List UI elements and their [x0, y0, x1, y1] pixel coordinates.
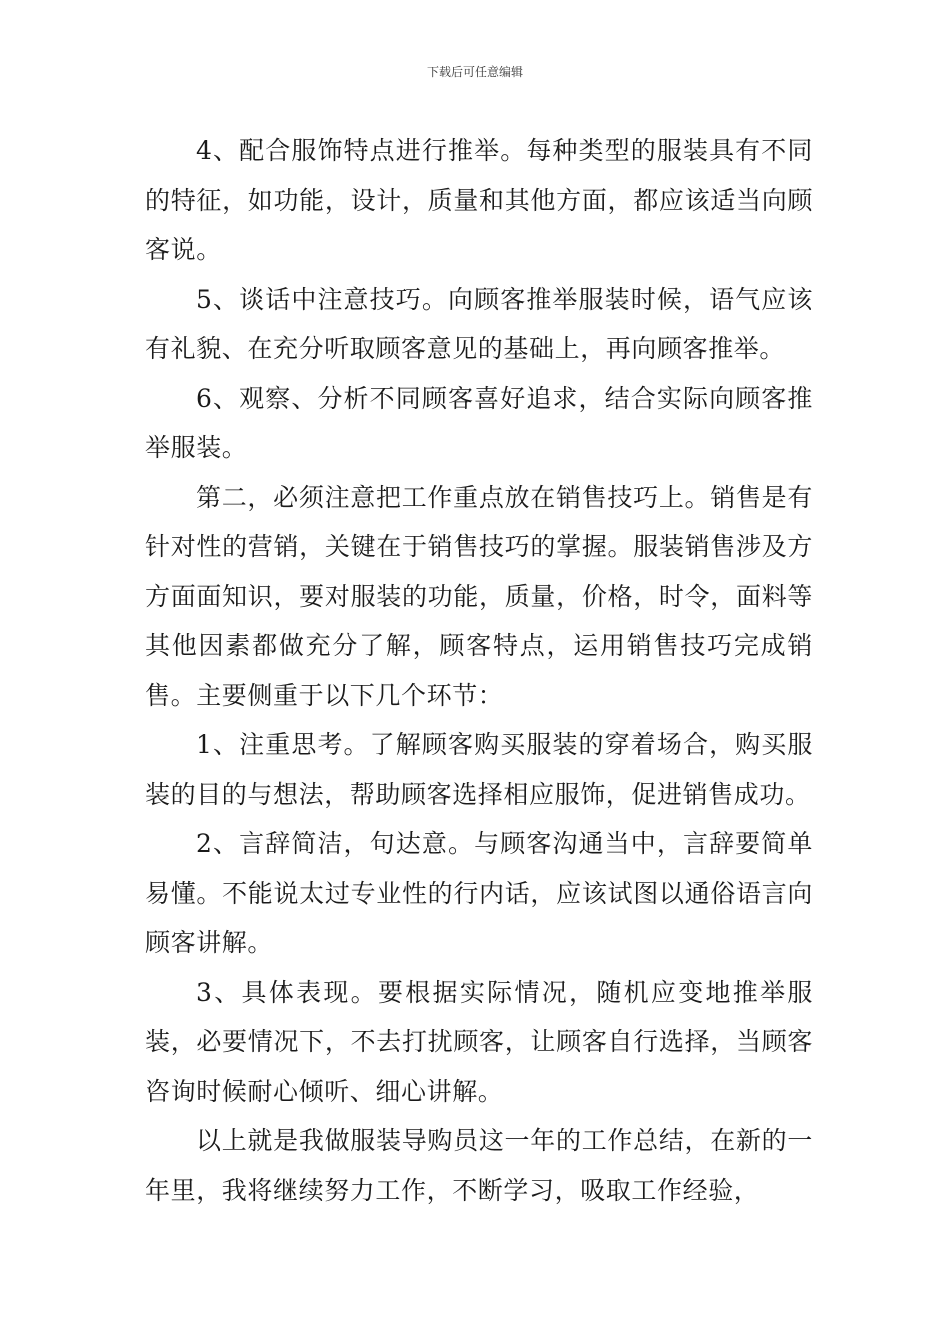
paragraph-conclusion: 以上就是我做服装导购员这一年的工作总结，在新的一年里，我将继续努力工作，不断学习，吸取工作经验，	[145, 1126, 813, 1205]
paragraph-point-4: 4、配合服饰特点进行推举。每种类型的服装具有不同的特征，如功能，设计，质量和其他方面，都应该适当向顾客说。	[145, 136, 813, 264]
document-body	[145, 126, 813, 1215]
paragraph-point-1: 1、注重思考。了解顾客购买服装的穿着场合，购买服装的目的与想法，帮助顾客选择相应服饰，促进销售成功。	[145, 730, 813, 809]
page-header: 下载后可任意编辑	[426, 65, 523, 79]
paragraph-point-3: 3、具体表现。要根据实际情况，随机应变地推举服装，必要情况下，不去打扰顾客，让顾客自行选择，当顾客咨询时候耐心倾听、细心讲解。	[145, 977, 813, 1106]
paragraph-second-section: 第二，必须注意把工作重点放在销售技巧上。销售是有针对性的营销，关键在于销售技巧的掌握。服装销售涉及方方面面知识，要对服装的功能，质量，价格，时令，面料等其他因素都做充分了解，顾客特点，运用销售技巧完成销售。主要侧重于以下几个环节：	[145, 482, 813, 710]
paragraph-point-5: 5、谈话中注意技巧。向顾客推举服装时候，语气应该有礼貌、在充分听取顾客意见的基础上，再向顾客推举。	[145, 284, 813, 363]
paragraph-point-2: 2、言辞简洁，句达意。与顾客沟通当中，言辞要简单易懂。不能说太过专业性的行内话，应该试图以通俗语言向顾客讲解。	[145, 829, 813, 957]
paragraph-point-6: 6、观察、分析不同顾客喜好追求，结合实际向顾客推举服装。	[145, 383, 813, 462]
